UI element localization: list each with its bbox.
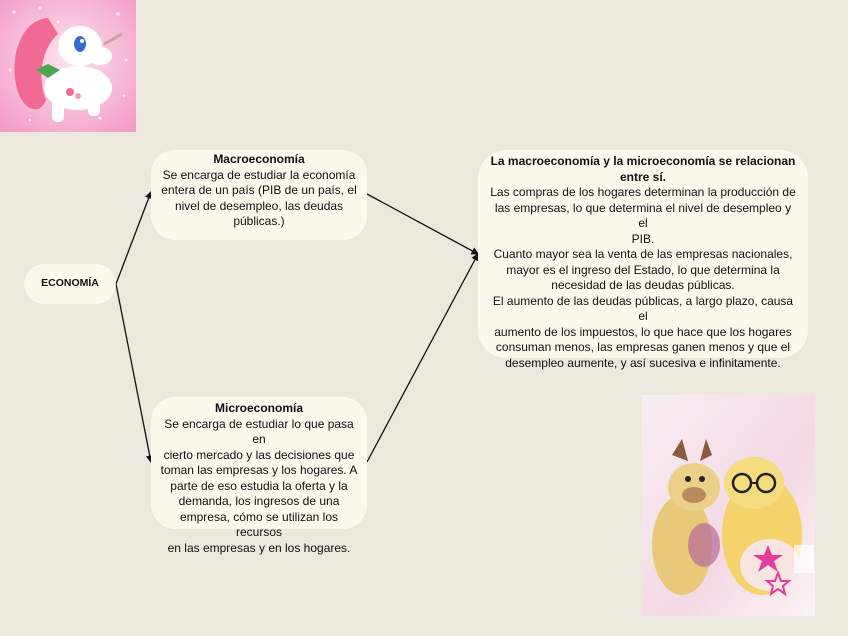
macro-title: Macroeconomía [213, 152, 305, 166]
macro-body: Se encarga de estudiar la economía entera de un país (PIB de un país, el nivel de desempleo, las deudas públicas.) [161, 167, 357, 228]
connector-economia-micro [116, 284, 151, 462]
micro-body: Se encarga de estudiar lo que pasa en cierto mercado y las decisiones que toman las empresas y los hogares. A parte de eso estudia la oferta y la demanda, los ingresos de una empresa, cómo se utilizan los recursos en las empresas y en los hogares. [160, 416, 358, 555]
node-macroeconomia [151, 150, 367, 240]
relation-body: Las compras de los hogares determinan la producción de las empresas, lo que determina el nivel de desempleo y el PIB. Cuanto mayor sea la venta de las empresas nacionales, mayor es el ingreso del Estado, lo que determina la necesidad de las deudas públicas. El aumento de las deudas públicas, a largo plazo, causa el aumento de los impuestos, lo que hace que los hogares consuman menos, las empresas ganen menos y que el desempleo aumente, y así sucesiva e infinitamente. [490, 185, 796, 370]
root-node-economia [24, 264, 116, 304]
micro-title: Microeconomía [214, 401, 304, 415]
pony-toys-photo [642, 395, 815, 616]
connector-micro-relacion [367, 254, 478, 462]
node-relacion [478, 150, 808, 370]
root-node-label: ECONOMÍA [41, 277, 99, 290]
connector-macro-relacion [367, 194, 478, 254]
connector-economia-macro [116, 192, 151, 284]
relation-title: La macroeconomía y la microeconomía se relacionan entre sí. [490, 154, 796, 184]
node-microeconomia [151, 397, 367, 555]
